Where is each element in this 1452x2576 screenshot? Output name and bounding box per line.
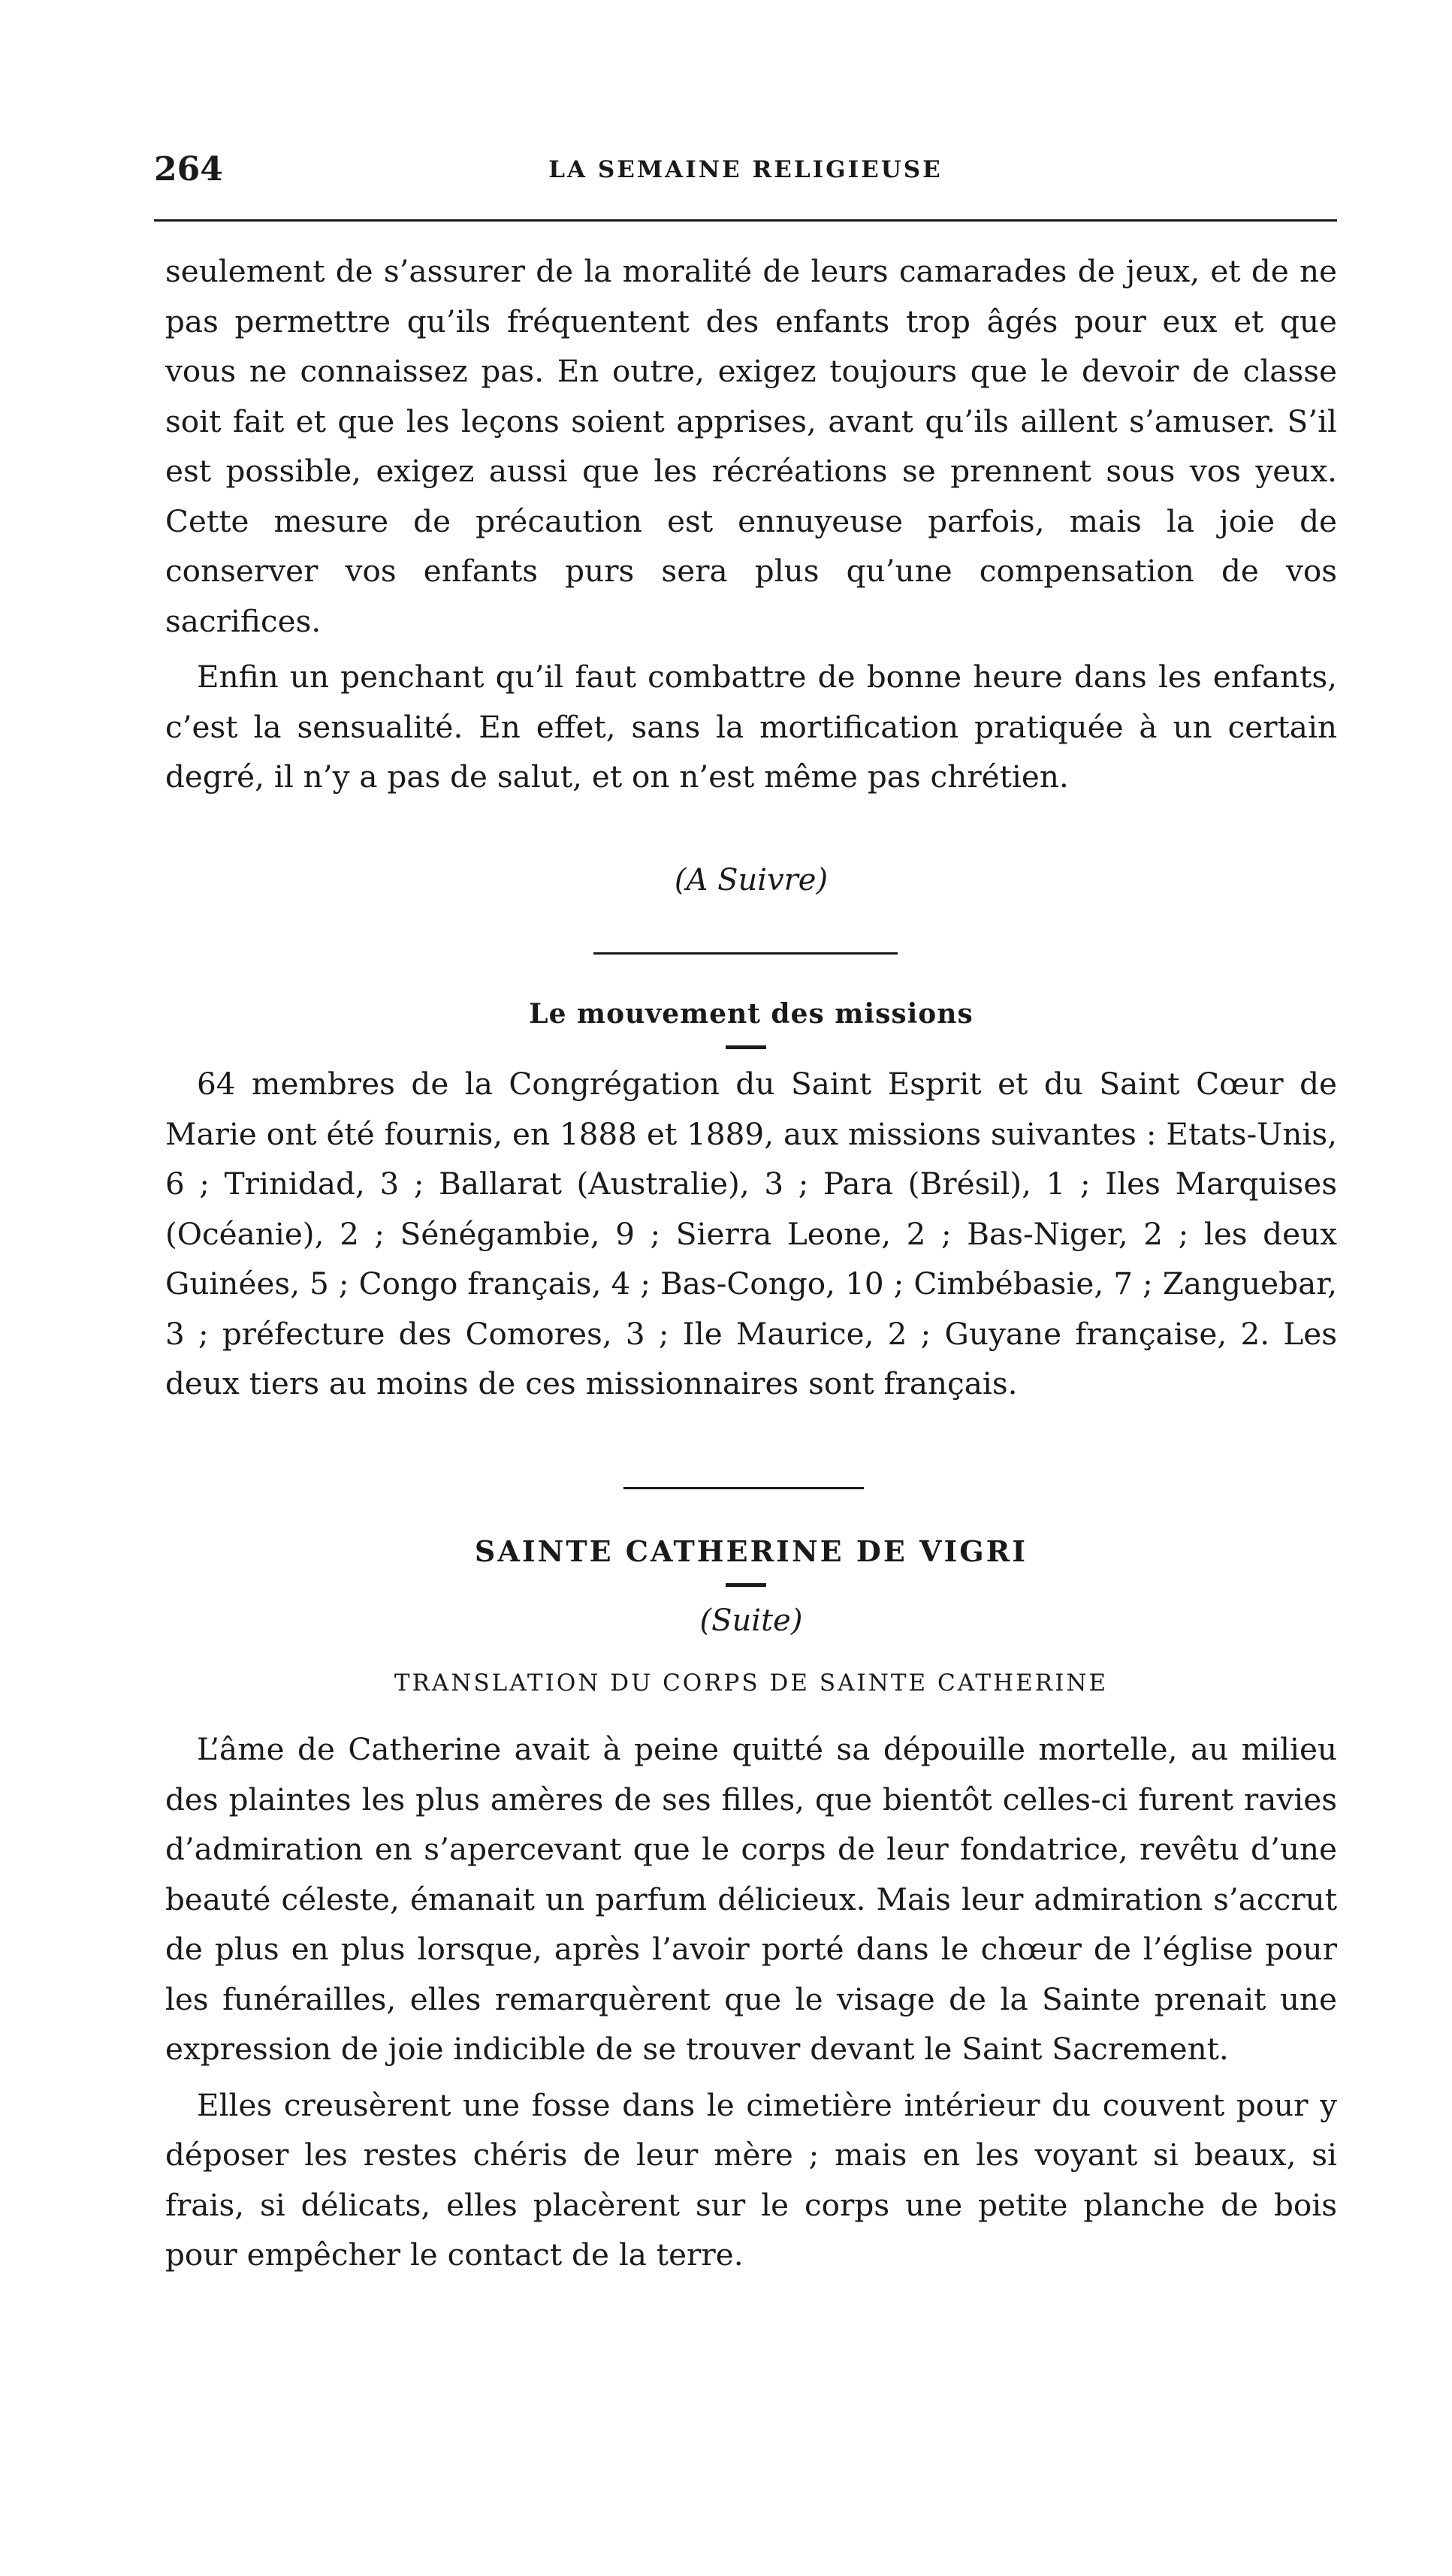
page-header xyxy=(154,147,1337,192)
continued-label: (Suite) xyxy=(699,1603,803,1638)
paragraph: seulement de s’assurer de la moralité de leurs camarades de jeux, et de ne pas permettre qu’ils fréquentent des enfants trop âgés pour eux et que vous ne connaissez pas. En outre, exigez toujours que le devoir de classe soit fait et que les leçons soient apprises, avant qu’ils aillent s’amuser. S’il est possible, exigez aussi que les récréations se prennent sous vos yeux. Cette mesure de précaution est ennuyeuse parfois, mais la joie de conserver vos enfants purs sera plus qu’une compensation de vos sacrifices. xyxy=(165,253,1337,639)
title-dash xyxy=(726,1583,766,1587)
section-title: SAINTE CATHERINE DE VIGRI xyxy=(474,1534,1028,1568)
title-dash xyxy=(726,1045,766,1049)
paragraph: Enfin un penchant qu’il faut combattre de bonne heure dans les enfants, c’est la sensualité. En effet, sans la mortification pratiquée à un certain degré, il n’y a pas de salut, et on n’est même pas chrétien. xyxy=(165,659,1337,795)
paragraph: L’âme de Catherine avait à peine quitté sa dépouille mortelle, au milieu des plaintes les plus amères de ses filles, que bientôt celles-ci furent ravies d’admiration en s’apercevant que le corps de leur fondatrice, revêtu d’une beauté céleste, émanait un parfum délicieux. Mais leur admiration s’accrut de plus en plus lorsque, après l’avoir porté dans le chœur de l’église pour les funérailles, elles remarquèrent que le visage de la Sainte prenait une expression de joie indicible de se trouver devant le Saint Sacrement. xyxy=(165,1731,1337,2067)
paragraph: Elles creusèrent une fosse dans le cimetière intérieur du couvent pour y déposer les restes chéris de leur mère ; mais en les voyant si beaux, si frais, si délicats, elles placèrent sur le corps une petite planche de bois pour empêcher le contact de la terre. xyxy=(165,2086,1337,2273)
section-separator xyxy=(593,952,898,955)
article-continuation xyxy=(165,246,1337,802)
section-title: Le mouvement des missions xyxy=(529,998,974,1030)
to-be-continued-note: (A Suivre) xyxy=(674,863,829,897)
subsection-title: TRANSLATION DU CORPS DE SAINTE CATHERINE xyxy=(394,1670,1109,1697)
section-separator xyxy=(623,1487,864,1489)
page-number: 264 xyxy=(154,150,223,189)
catherine-text-block xyxy=(165,1724,1337,2280)
missions-paragraph-block xyxy=(165,1059,1337,1409)
paragraph: 64 membres de la Congrégation du Saint Esprit et du Saint Cœur de Marie ont été fournis, en 1888 et 1889, aux missions suivantes : Etats-Unis, 6 ; Trinidad, 3 ; Ballarat (Australie), 3 ; Para (Brésil), 1 ; Iles Marquises (Océanie), 2 ; Sénégambie, 9 ; Sierra Leone, 2 ; Bas-Niger, 2 ; les deux Guinées, 5 ; Congo français, 4 ; Bas-Congo, 10 ; Cimbébasie, 7 ; Zanguebar, 3 ; préfecture des Comores, 3 ; Ile Maurice, 2 ; Guyane française, 2. Les deux tiers au moins de ces missionnaires sont français. xyxy=(165,1066,1337,1401)
running-title: LA SEMAINE RELIGIEUSE xyxy=(548,156,943,183)
header-rule xyxy=(154,219,1337,222)
